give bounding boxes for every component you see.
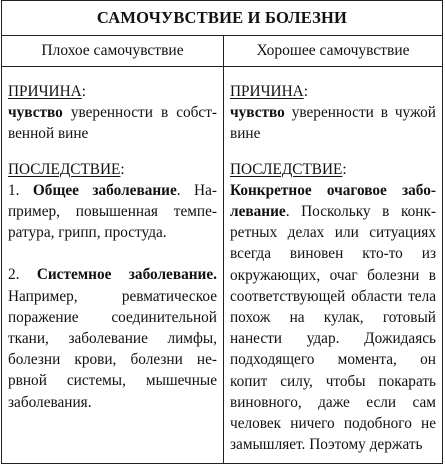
cause-text-left <box>8 102 217 144</box>
cause-bold-right: чувство <box>230 104 285 122</box>
item1-bold: Общее заболевание <box>32 181 177 199</box>
cause-section-left <box>8 81 217 145</box>
table-title: САМОЧУВСТВИЕ И БОЛЕЗНИ <box>2 1 442 36</box>
item1-number: 1. <box>8 181 33 199</box>
item1-text: . Например, повышенная температура, грипп, простуда. <box>8 181 217 242</box>
effect-item-1 <box>8 180 217 244</box>
effect-section-left <box>8 159 217 413</box>
effect-colon-right: : <box>342 160 347 178</box>
column-header-bad: Плохое самочувствие <box>2 35 223 67</box>
effect-item-right <box>230 180 436 456</box>
item-bold-right: Конкретное очаговое заболевание <box>230 181 436 221</box>
item2-text: Например, ревматическое поражение соединительной ткани, заболевание лимфы, болезни крови, болезни нервной системы, мышечные заболевания. <box>8 287 217 411</box>
effect-label-left: ПОСЛЕДСТВИЕ <box>8 160 121 178</box>
cause-label-right: ПРИЧИНА <box>230 83 304 100</box>
effect-colon-left: : <box>120 160 125 178</box>
cause-rest-right: уверенности в чужой вине <box>230 104 436 143</box>
column-good-feeling <box>224 35 442 463</box>
effect-section-right <box>230 159 436 456</box>
item-text-right: . Поскольку в конкретных делах или ситуациях всегда виновен кто-то из окружающих, очаг болезни в соответствующей области тела похож на кулак, готовый нанести удар. Дожидаясь подходящего момента, он копит силу, чтобы покарать виновного, даже если сам человек ничего подобного не замышляет. Поэтому держать <box>230 203 436 454</box>
cause-colon-right: : <box>303 83 308 100</box>
column-bad-feeling <box>2 35 224 463</box>
cause-section-right <box>230 81 436 145</box>
cause-bold-left: чувство <box>8 104 63 122</box>
item2-bold: Системное заболевание. <box>36 266 217 284</box>
cause-colon-left: : <box>81 83 86 100</box>
column-header-good: Хорошее самочувствие <box>224 35 442 67</box>
effect-item-2 <box>8 264 217 412</box>
cause-text-right <box>230 102 436 144</box>
effect-label-right: ПОСЛЕДСТВИЕ <box>230 160 343 178</box>
item2-number: 2. <box>8 266 37 284</box>
symptoms-table <box>1 0 443 464</box>
cause-label-left: ПРИЧИНА <box>8 83 82 100</box>
cause-rest-left: уверенности в собственной вине <box>8 104 217 143</box>
